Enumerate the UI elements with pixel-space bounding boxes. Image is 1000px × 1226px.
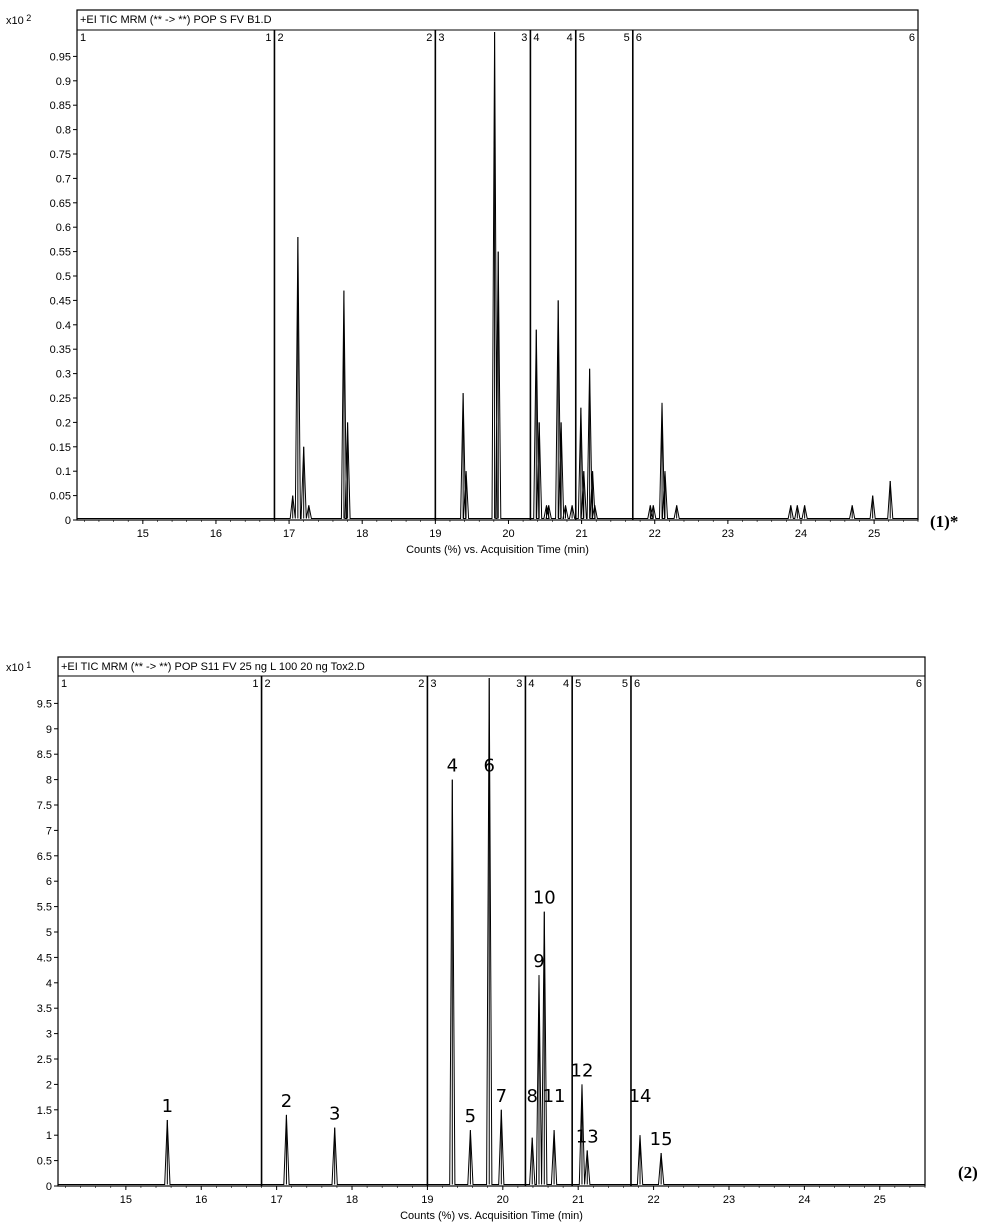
- segment-number: 2: [418, 678, 425, 690]
- y-tick-label: 1: [45, 1130, 52, 1143]
- peak-label: 10: [532, 887, 556, 909]
- segment-number: 3: [438, 32, 445, 44]
- y-tick-label: 0.95: [49, 51, 71, 64]
- y-tick-label: 1.5: [36, 1104, 52, 1117]
- peak-label: 12: [570, 1060, 594, 1082]
- x-tick-label: 25: [873, 1194, 886, 1206]
- peak-label: 4: [446, 755, 459, 777]
- y-tick-label: 0.05: [49, 490, 71, 503]
- segment-number: 6: [635, 32, 642, 44]
- panel-tag: (1)*: [930, 512, 959, 531]
- segment-number: 1: [61, 678, 68, 690]
- y-tick-label: 0.55: [49, 246, 71, 259]
- y-tick-label: 0.1: [55, 466, 71, 479]
- y-scale-label: x10 $^2$: [6, 13, 32, 27]
- segment-number: 5: [575, 678, 582, 690]
- chart-panel-1: [6, 10, 958, 556]
- y-tick-label: 0.8: [55, 124, 71, 137]
- y-tick-label: 0: [45, 1181, 52, 1193]
- x-axis-label: Counts (%) vs. Acquisition Time (min): [400, 1210, 583, 1222]
- y-tick-label: 0.5: [36, 1155, 52, 1168]
- segment-number: 4: [563, 678, 570, 690]
- peak-label: 1: [161, 1095, 174, 1117]
- y-tick-label: 0.9: [55, 75, 71, 88]
- peak-label: 7: [495, 1085, 508, 1107]
- tic-trace: [58, 678, 925, 1185]
- tic-trace: [77, 32, 918, 519]
- x-tick-label: 22: [647, 1194, 660, 1206]
- x-tick-label: 24: [798, 1194, 811, 1206]
- y-tick-label: 0.4: [55, 319, 71, 332]
- y-tick-label: 3.5: [36, 1003, 52, 1016]
- segment-number: 4: [533, 32, 540, 44]
- x-tick-label: 24: [794, 528, 808, 540]
- segment-number: 2: [426, 32, 433, 44]
- y-tick-label: 6.5: [36, 850, 52, 863]
- chart-panel-2: [6, 657, 978, 1222]
- y-tick-label: 0.3: [55, 368, 71, 381]
- segment-number: 4: [566, 32, 573, 44]
- x-tick-label: 21: [575, 528, 588, 540]
- segment-number: 1: [252, 678, 259, 690]
- x-tick-label: 21: [572, 1194, 585, 1206]
- segment-number: 6: [633, 678, 641, 690]
- plot-frame: [77, 10, 918, 520]
- segment-number: 2: [264, 678, 271, 690]
- y-tick-label: 0.2: [55, 417, 71, 430]
- x-tick-label: 18: [345, 1194, 359, 1206]
- x-tick-label: 23: [721, 528, 734, 540]
- peak-label: 11: [542, 1085, 566, 1107]
- y-tick-label: 4: [45, 977, 52, 990]
- peak-label: 3: [328, 1103, 341, 1125]
- x-tick-label: 18: [356, 528, 369, 540]
- y-tick-label: 0.85: [49, 100, 71, 113]
- peak-label: 6: [483, 755, 495, 777]
- y-tick-label: 2.5: [36, 1054, 52, 1066]
- peak-label: 2: [280, 1090, 293, 1112]
- y-tick-label: 3: [45, 1028, 52, 1041]
- x-tick-label: 23: [722, 1194, 736, 1206]
- x-tick-label: 15: [136, 528, 149, 540]
- segment-number: 6: [908, 32, 915, 44]
- x-tick-label: 16: [195, 1194, 208, 1206]
- y-tick-label: 6: [45, 876, 52, 889]
- x-tick-label: 16: [209, 528, 223, 540]
- panel-tag: (2): [958, 1163, 978, 1182]
- segment-number: 4: [528, 678, 535, 690]
- y-tick-label: 8: [45, 774, 52, 787]
- peak-label: 13: [575, 1126, 599, 1148]
- segment-number: 3: [430, 678, 437, 690]
- segment-number: 5: [623, 32, 630, 44]
- peak-label: 14: [628, 1085, 652, 1107]
- peak-label: 8: [526, 1085, 538, 1107]
- y-tick-label: 0.35: [49, 344, 71, 357]
- segment-number: 1: [80, 32, 87, 44]
- x-tick-label: 20: [496, 1194, 509, 1206]
- y-tick-label: 2: [45, 1079, 52, 1092]
- y-tick-label: 9: [45, 723, 52, 736]
- x-tick-label: 22: [648, 528, 661, 540]
- x-tick-label: 17: [282, 528, 296, 540]
- segment-number: 6: [915, 678, 922, 690]
- y-tick-label: 0.6: [55, 222, 71, 235]
- y-tick-label: 0: [64, 515, 71, 527]
- x-tick-label: 19: [421, 1194, 434, 1206]
- segment-number: 3: [521, 32, 528, 44]
- y-tick-label: 0.45: [49, 295, 71, 308]
- y-tick-label: 0.15: [49, 441, 71, 454]
- x-tick-label: 17: [270, 1194, 283, 1206]
- y-tick-label: 5.5: [36, 901, 52, 914]
- chart-title: +EI TIC MRM (** -> **) POP S11 FV 25 ng L 100 20 ng Tox2.D: [61, 661, 365, 673]
- segment-number: 5: [578, 32, 585, 44]
- y-tick-label: 0.7: [55, 173, 71, 186]
- y-tick-label: 0.75: [49, 149, 71, 161]
- peak-label: 5: [464, 1106, 477, 1128]
- peak-label: 9: [533, 951, 545, 973]
- segment-number: 1: [265, 32, 272, 44]
- y-tick-label: 9.5: [36, 698, 52, 711]
- y-tick-label: 0.25: [49, 393, 71, 405]
- x-tick-label: 15: [119, 1194, 132, 1206]
- y-tick-label: 8.5: [36, 749, 52, 762]
- y-tick-label: 0.5: [55, 271, 71, 283]
- y-tick-label: 5: [45, 927, 52, 939]
- y-scale-label: x10 $^1$: [6, 660, 32, 674]
- segment-number: 5: [621, 678, 628, 690]
- x-tick-label: 20: [502, 528, 515, 540]
- x-tick-label: 25: [867, 528, 881, 540]
- y-tick-label: 7: [45, 825, 52, 838]
- x-tick-label: 19: [429, 528, 442, 540]
- x-axis-label: Counts (%) vs. Acquisition Time (min): [406, 544, 589, 556]
- segment-number: 3: [516, 678, 523, 690]
- peak-label: 15: [649, 1128, 673, 1150]
- y-tick-label: 0.65: [49, 197, 71, 210]
- y-tick-label: 4.5: [36, 952, 52, 965]
- segment-number: 2: [277, 32, 284, 44]
- y-tick-label: 7.5: [36, 800, 52, 812]
- chart-title: +EI TIC MRM (** -> **) POP S FV B1.D: [80, 14, 272, 26]
